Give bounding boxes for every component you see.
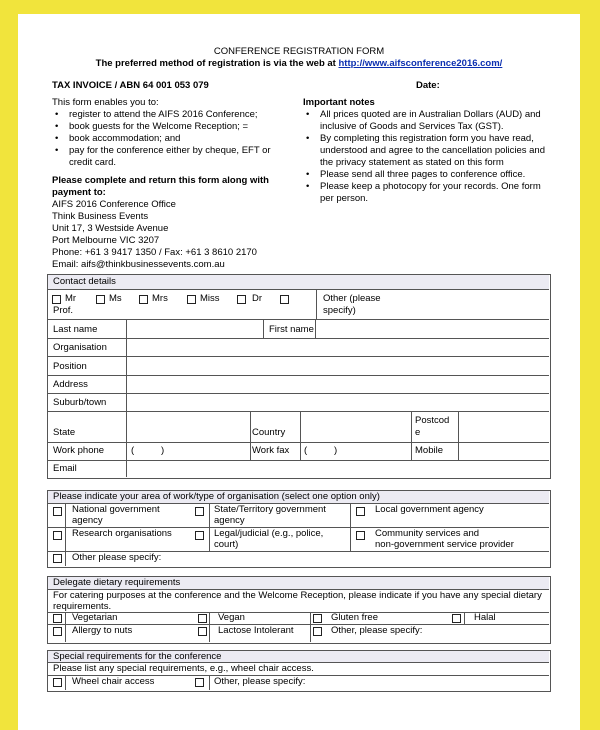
- nut-allergy-label: Allergy to nuts: [72, 625, 133, 636]
- national-government-checkbox[interactable]: [53, 507, 62, 516]
- address-label: Address: [53, 379, 88, 390]
- state-label: State: [53, 427, 76, 438]
- intro-item: • pay for the conference either by cheque, EFT or: [52, 145, 271, 157]
- organisation-field[interactable]: [127, 339, 548, 356]
- org-other-label: Other please specify:: [72, 552, 162, 563]
- title-ms-checkbox[interactable]: [96, 295, 105, 304]
- divider: [250, 411, 251, 460]
- nut-allergy-checkbox[interactable]: [53, 627, 62, 636]
- title-mrs-label: Mrs: [152, 293, 168, 304]
- note-item: • By completing this registration form you have read,: [303, 133, 545, 145]
- return-line: AIFS 2016 Conference Office: [52, 199, 176, 210]
- research-checkbox[interactable]: [53, 531, 62, 540]
- email-field[interactable]: [127, 461, 548, 477]
- registration-link[interactable]: http://www.aifsconference2016.com/: [338, 58, 503, 69]
- wheelchair-checkbox[interactable]: [53, 678, 62, 687]
- date-label: Date:: [416, 80, 440, 91]
- return-line: Port Melbourne VIC 3207: [52, 235, 160, 246]
- mobile-field[interactable]: [459, 443, 548, 460]
- note-item-cont: the privacy statement as stated on this form: [320, 157, 504, 168]
- halal-checkbox[interactable]: [452, 614, 461, 623]
- vegetarian-label: Vegetarian: [72, 612, 118, 623]
- gluten-free-label: Gluten free: [331, 612, 378, 623]
- return-heading-2: payment to:: [52, 187, 106, 198]
- note-item-cont: per person.: [320, 193, 369, 204]
- mobile-label: Mobile: [415, 445, 443, 456]
- return-heading: Please complete and return this form along with: [52, 175, 269, 186]
- title-prof-label: Prof.: [53, 305, 74, 316]
- divider: [209, 504, 210, 551]
- dietary-description-2: requirements.: [53, 601, 112, 612]
- work-phone-field[interactable]: [168, 443, 250, 460]
- community-label-2: non-government service provider: [375, 539, 514, 550]
- title-mrs-checkbox[interactable]: [139, 295, 148, 304]
- work-phone-close-paren: ): [161, 445, 165, 456]
- vegan-label: Vegan: [218, 612, 245, 623]
- research-label: Research organisations: [72, 528, 172, 539]
- last-name-field[interactable]: [127, 320, 263, 338]
- title-dr-label: Dr: [252, 293, 263, 304]
- intro-list: [52, 109, 271, 169]
- state-government-label-2: agency: [214, 515, 245, 526]
- position-label: Position: [53, 361, 87, 372]
- tax-invoice: TAX INVOICE / ABN 64 001 053 079: [52, 80, 209, 91]
- state-government-label: State/Territory government: [214, 504, 326, 515]
- national-government-label-2: agency: [72, 515, 103, 526]
- title-dr-checkbox[interactable]: [237, 295, 246, 304]
- vegetarian-checkbox[interactable]: [53, 614, 62, 623]
- dietary-other-label: Other, please specify:: [331, 625, 423, 636]
- divider: [209, 612, 210, 642]
- dietary-header: Delegate dietary requirements: [48, 577, 549, 590]
- first-name-label: First name: [269, 324, 314, 335]
- legal-label-2: court): [214, 539, 239, 550]
- divider: [310, 612, 311, 642]
- divider: [464, 612, 465, 624]
- country-label: Country: [252, 427, 286, 438]
- postcode-label: Postcod: [415, 415, 450, 426]
- legal-checkbox[interactable]: [195, 531, 204, 540]
- title-prof-checkbox[interactable]: [280, 295, 289, 304]
- return-phone: Phone: +61 3 9417 1350 / Fax: +61 3 8610 2170: [52, 247, 257, 258]
- work-fax-label: Work fax: [252, 445, 290, 456]
- return-line: Unit 17, 3 Westside Avenue: [52, 223, 169, 234]
- country-field[interactable]: [301, 412, 411, 442]
- form-page: [18, 14, 580, 730]
- divider: [65, 504, 66, 566]
- first-name-field[interactable]: [316, 320, 548, 338]
- intro-item: • register to attend the AIFS 2016 Conference;: [52, 109, 271, 121]
- local-government-checkbox[interactable]: [356, 507, 365, 516]
- community-checkbox[interactable]: [356, 531, 365, 540]
- note-item-cont: inclusive of Goods and Services Tax (GST).: [320, 121, 504, 132]
- lactose-checkbox[interactable]: [198, 627, 207, 636]
- title-miss-checkbox[interactable]: [187, 295, 196, 304]
- last-name-label: Last name: [53, 324, 98, 335]
- title-ms-label: Ms: [109, 293, 122, 304]
- national-government-label: National government: [72, 504, 160, 515]
- special-other-label: Other, please specify:: [214, 676, 306, 687]
- divider: [316, 290, 317, 319]
- contact-details-header: Contact details: [48, 275, 549, 290]
- note-item: • All prices quoted are in Australian Dollars (AUD) and: [303, 109, 545, 121]
- divider: [411, 411, 412, 460]
- community-label: Community services and: [375, 528, 480, 539]
- work-fax-field[interactable]: [341, 443, 411, 460]
- intro-lead: This form enables you to:: [52, 97, 159, 108]
- vegan-checkbox[interactable]: [198, 614, 207, 623]
- divider: [65, 612, 66, 642]
- title-mr-label: Mr: [65, 293, 77, 304]
- gluten-free-checkbox[interactable]: [313, 614, 322, 623]
- dietary-description: For catering purposes at the conference and the Welcome Reception, please indicate if you have any special dietary: [53, 590, 542, 601]
- state-field[interactable]: [127, 412, 250, 442]
- return-email: Email: aifs@thinkbusinessevents.com.au: [52, 259, 225, 270]
- title-other-label-2: specify): [323, 305, 356, 316]
- title-other-label: Other (please: [323, 293, 381, 304]
- intro-item: • book accommodation; and: [52, 133, 271, 145]
- wheelchair-label: Wheel chair access: [72, 676, 155, 687]
- intro-item-continued: credit card.: [69, 157, 116, 168]
- divider: [65, 675, 66, 690]
- notes-list: [303, 109, 545, 205]
- note-item: • Please keep a photocopy for your records. One form: [303, 181, 545, 193]
- special-other-checkbox[interactable]: [195, 678, 204, 687]
- special-requirements-header: Special requirements for the conference: [48, 651, 549, 663]
- halal-label: Halal: [474, 612, 496, 623]
- subtitle-text: The preferred method of registration is via the web at: [95, 58, 336, 69]
- work-fax-close-paren: ): [334, 445, 338, 456]
- work-phone-open-paren: (: [131, 445, 135, 456]
- org-other-checkbox[interactable]: [53, 554, 62, 563]
- note-item: • Please send all three pages to conference office.: [303, 169, 545, 181]
- local-government-label: Local government agency: [375, 504, 484, 515]
- postcode-label-2: e: [415, 427, 421, 438]
- address-field[interactable]: [127, 376, 548, 393]
- postcode-field[interactable]: [459, 412, 548, 442]
- title-mr-checkbox[interactable]: [52, 295, 61, 304]
- return-line: Think Business Events: [52, 211, 149, 222]
- form-title: CONFERENCE REGISTRATION FORM: [213, 46, 385, 57]
- organisation-label: Organisation: [53, 342, 107, 353]
- suburb-field[interactable]: [127, 394, 548, 411]
- divider: [350, 504, 351, 551]
- form-subtitle: [18, 58, 580, 70]
- state-government-checkbox[interactable]: [195, 507, 204, 516]
- notes-heading: Important notes: [303, 97, 375, 108]
- lactose-label: Lactose Intolerant: [218, 625, 294, 636]
- note-item-cont: understood and agree to the cancellation policies and: [320, 145, 545, 156]
- special-requirements-description: Please list any special requirements, e.g., wheel chair access.: [53, 663, 314, 674]
- email-label: Email: [53, 463, 77, 474]
- organisation-type-header: Please indicate your area of work/type of organisation (select one option only): [48, 491, 549, 504]
- divider: [263, 319, 264, 338]
- position-field[interactable]: [127, 357, 548, 375]
- suburb-label: Suburb/town: [53, 397, 107, 408]
- title-miss-label: Miss: [200, 293, 220, 304]
- dietary-other-checkbox[interactable]: [313, 627, 322, 636]
- work-phone-label: Work phone: [53, 445, 105, 456]
- legal-label: Legal/judicial (e.g., police,: [214, 528, 324, 539]
- intro-item: • book guests for the Welcome Reception; =: [52, 121, 271, 133]
- divider: [209, 675, 210, 690]
- work-fax-open-paren: (: [304, 445, 308, 456]
